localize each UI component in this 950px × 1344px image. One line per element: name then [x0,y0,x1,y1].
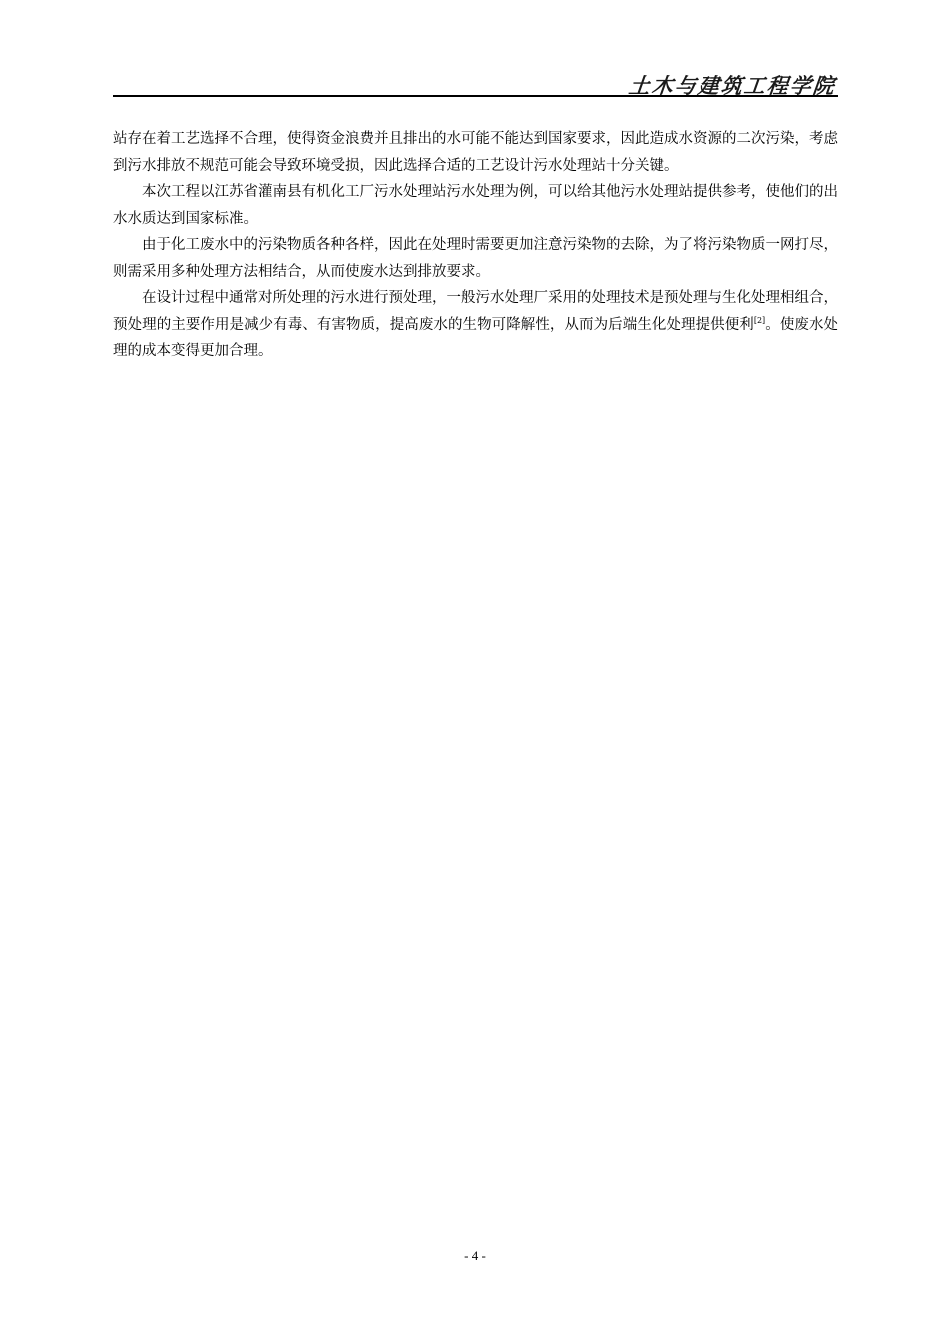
header-rule [113,95,838,97]
header-title: 土木与建筑工程学院 [627,73,838,98]
paragraph: 本次工程以江苏省灌南县有机化工厂污水处理站污水处理为例，可以给其他污水处理站提供参考，使他们的出水水质达到国家标准。 [113,184,838,227]
paragraph-text: 在设计过程中通常对所处理的污水进行预处理，一般污水处理厂采用的处理技术是预处理与生化处理相组合，预处理的主要作用是减少有毒、有害物质，提高废水的生物可降解性，从而为后端生化处理提供便利 [113,290,838,333]
paragraph [113,285,838,365]
page-header [113,62,838,98]
body-text [113,126,838,365]
paragraph-text: 。使废水处理的成本变得更加合理。 [113,316,839,359]
paragraph-continued: 站存在着工艺选择不合理，使得资金浪费并且排出的水可能不能达到国家要求，因此造成水资源的二次污染，考虑到污水排放不规范可能会导致环境受损，因此选择合适的工艺设计污水处理站十分关键。 [113,131,838,174]
page-number: - 4 - [464,1248,486,1263]
citation-marker: [2] [753,315,766,325]
paragraph: 由于化工废水中的污染物质各种各样，因此在处理时需要更加注意污染物的去除，为了将污染物质一网打尽，则需采用多种处理方法相结合，从而使废水达到排放要求。 [113,237,838,280]
